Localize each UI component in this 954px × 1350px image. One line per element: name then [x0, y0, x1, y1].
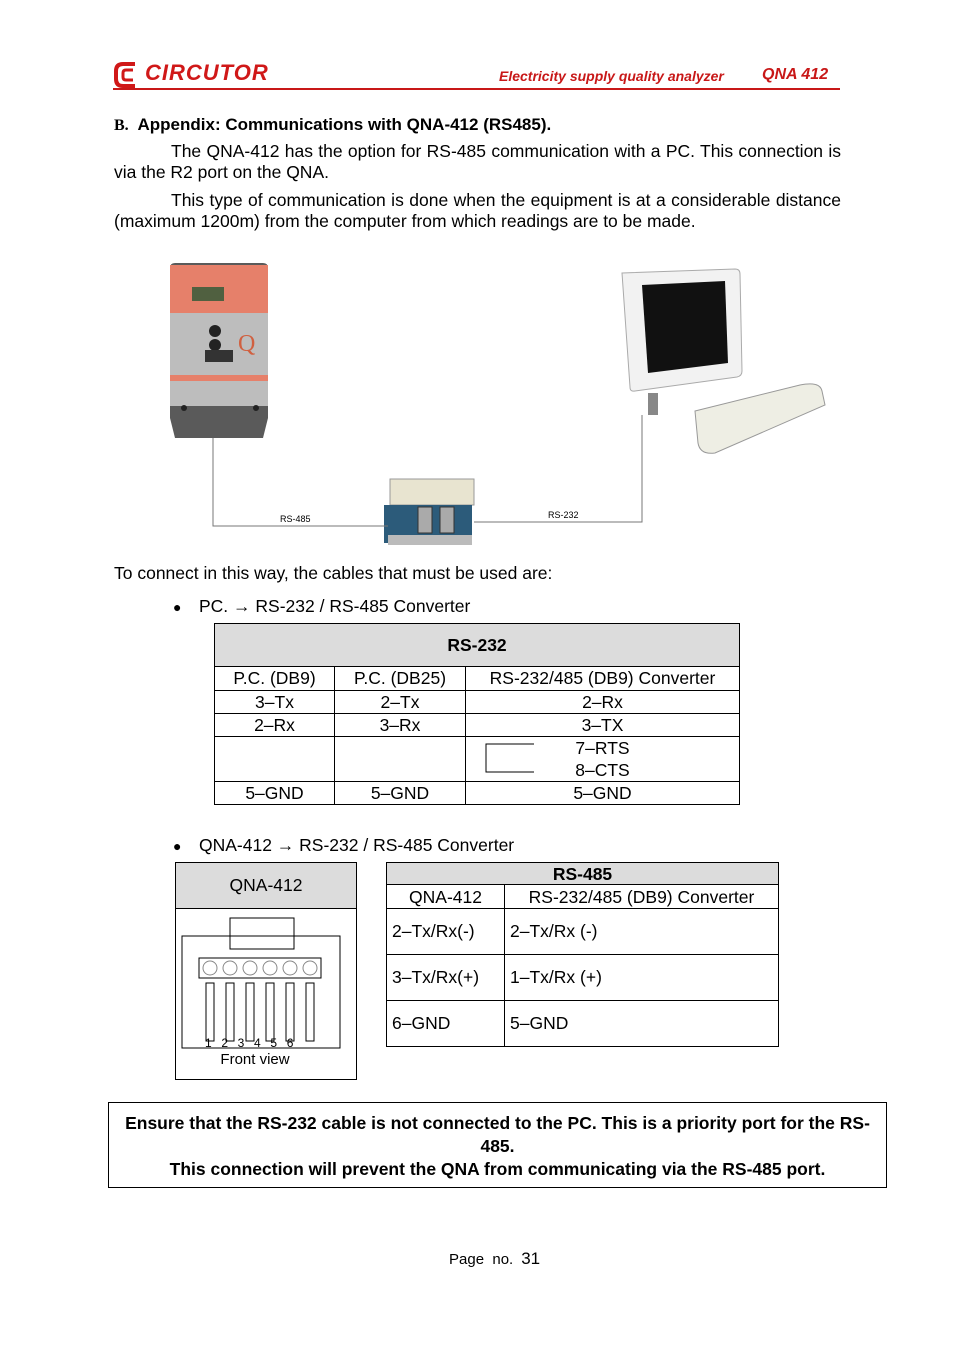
page-footer [449, 1249, 540, 1269]
warning-line-2: This connection will prevent the QNA from communicating via the RS-485 port. [169, 1159, 826, 1179]
rts-label: 7–RTS [575, 738, 630, 758]
rs232-caption: RS-232 [215, 624, 740, 667]
table-row: 5–GND 5–GND 5–GND [215, 782, 740, 805]
paragraph-2: This type of communication is done when the equipment is at a considerable distance (maximum 1200m) from the computer from which readings are to be made. [114, 190, 841, 231]
converter-device-icon [384, 479, 474, 545]
table-row: 6–GND 5–GND [387, 1001, 779, 1047]
rs232-header: P.C. (DB25) [335, 667, 466, 691]
rs485-header: RS-232/485 (DB9) Converter [505, 885, 779, 909]
connection-diagram [160, 243, 830, 553]
section-title-text: Appendix: Communications with QNA-412 (RS485). [137, 115, 552, 134]
rs485-table [386, 862, 779, 1047]
qna-device-icon [170, 263, 268, 438]
qna-front-view-box [175, 862, 357, 1080]
table-row: 3–Tx 2–Tx 2–Rx [215, 691, 740, 714]
cts-label: 8–CTS [575, 760, 630, 780]
page-label: Page no. [449, 1251, 514, 1268]
svg-text:Q: Q [238, 331, 256, 357]
table-row: 2–Rx 3–Rx 3–TX [215, 714, 740, 737]
label-rs485: RS-485 [280, 514, 311, 524]
rs232-header: RS-232/485 (DB9) Converter [466, 667, 740, 691]
warning-box [108, 1102, 887, 1188]
rs232-header: P.C. (DB9) [215, 667, 335, 691]
section-letter: B. [114, 117, 129, 134]
intro-text: To connect in this way, the cables that must be used are: [114, 563, 553, 583]
warning-line-1: Ensure that the RS-232 cable is not connected to the PC. This is a priority port for the RS-485. [125, 1113, 870, 1156]
qna-box-title: QNA-412 [176, 863, 356, 909]
header-model: QNA 412 [762, 66, 829, 83]
table-row [215, 737, 740, 782]
rs485-caption: RS-485 [387, 863, 779, 885]
terminal-block-icon [181, 913, 351, 1053]
table-row: 3–Tx/Rx(+) 1–Tx/Rx (+) [387, 955, 779, 1001]
front-view-caption: Front view [220, 1051, 290, 1068]
rs232-table [214, 623, 740, 805]
monitor-icon [622, 269, 742, 415]
rs485-header: QNA-412 [387, 885, 505, 909]
brand-name: CIRCUTOR [145, 60, 269, 85]
label-rs232: RS-232 [548, 510, 579, 520]
page-number: 31 [521, 1249, 541, 1268]
bullet-item-1: ● PC. → RS-232 / RS-485 Converter [173, 596, 471, 616]
paragraph-1: The QNA-412 has the option for RS-485 communication with a PC. This connection is via the R2 port on the QNA. [114, 141, 841, 182]
pin-numbers: 1 2 3 4 5 6 [205, 1036, 295, 1050]
table-row: 2–Tx/Rx(-) 2–Tx/Rx (-) [387, 909, 779, 955]
section-title [114, 115, 551, 135]
circutor-logo-icon [113, 60, 145, 90]
header-subtitle: Electricity supply quality analyzer [499, 68, 724, 84]
header-rule [113, 88, 840, 90]
bullet-item-2: ● QNA-412 → RS-232 / RS-485 Converter [173, 835, 515, 855]
loopback-bracket-icon [484, 743, 536, 773]
keyboard-icon [695, 384, 825, 453]
